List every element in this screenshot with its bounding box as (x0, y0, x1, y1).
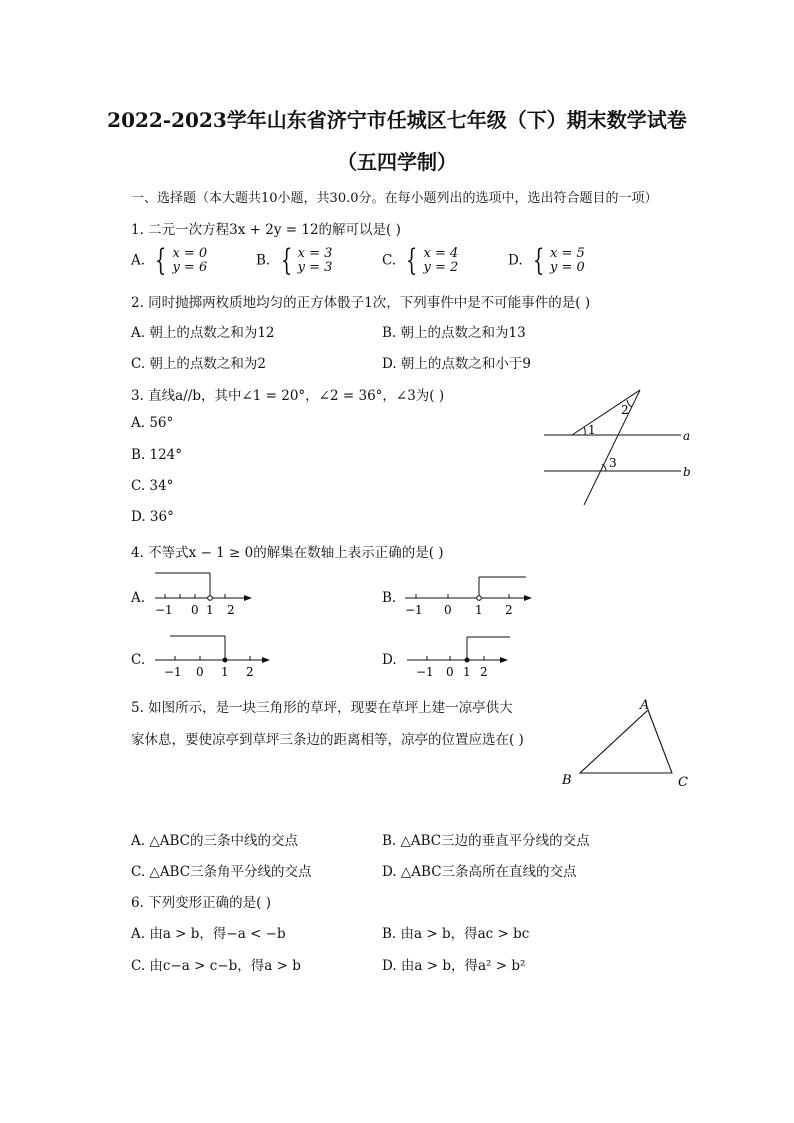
q3-option-a[interactable]: A. 56° (131, 415, 174, 431)
angle-2-label: 2 (621, 403, 629, 417)
svg-text:−1: −1 (416, 665, 434, 679)
question-3-stem: 3. 直线a//b，其中∠1 = 20°，∠2 = 36°，∠3为( ) (131, 388, 445, 404)
open-dot-icon (477, 596, 482, 601)
q3-option-d[interactable]: D. 36° (131, 509, 174, 525)
solid-dot-icon (223, 658, 228, 663)
slant-line (572, 390, 640, 435)
section-header: 一、选择题（本大题共10小题，共30.0分。在每小题列出的选项中，选出符合题目的一项） (131, 191, 658, 206)
svg-text:−1: −1 (405, 603, 423, 617)
arrow-icon (262, 657, 270, 663)
svg-text:0: 0 (196, 665, 204, 679)
q4-option-d-numberline (402, 630, 517, 680)
brace-icon: { (532, 243, 545, 278)
q4-option-c-numberline (150, 630, 280, 680)
arrow-icon (244, 595, 252, 601)
q3-option-b[interactable]: B. 124° (131, 447, 183, 463)
angle-1-label: 1 (588, 423, 596, 437)
svg-text:−1: −1 (155, 603, 173, 617)
question-2-stem: 2. 同时抛掷两枚质地均匀的正方体骰子1次，下列事件中是不可能事件的是( ) (131, 295, 591, 311)
q5-option-a[interactable]: A. △ABC的三条中线的交点 (131, 833, 298, 849)
svg-text:1: 1 (206, 603, 214, 617)
q2-option-d[interactable]: D. 朝上的点数之和小于9 (382, 356, 532, 372)
q5-option-c[interactable]: C. △ABC三条角平分线的交点 (131, 864, 312, 880)
svg-text:−1: −1 (164, 665, 182, 679)
line-b-label: b (683, 465, 691, 479)
q6-option-a[interactable]: A. 由a > b，得−a < −b (131, 926, 286, 942)
q4-option-a-numberline (150, 568, 260, 618)
arrow-icon (524, 595, 532, 601)
parallel-lines-figure (536, 385, 706, 510)
question-5-stem-line2: 家休息，要使凉亭到草坪三条边的距离相等，凉亭的位置应选在( ) (131, 732, 524, 748)
question-6-stem: 6. 下列变形正确的是( ) (131, 895, 271, 911)
brace-icon: { (155, 243, 167, 278)
svg-text:2: 2 (505, 603, 513, 617)
angle-3-label: 3 (609, 456, 617, 470)
q4-option-b-numberline (400, 568, 540, 618)
q4-option-b-label[interactable]: B. (382, 590, 397, 606)
line-a-label: a (683, 429, 691, 443)
q4-option-d-label[interactable]: D. (382, 652, 397, 668)
brace-icon: { (280, 243, 292, 278)
open-dot-icon (208, 596, 213, 601)
arrow-icon (500, 657, 508, 663)
q4-option-a-label[interactable]: A. (131, 590, 146, 606)
page-title: 2022-2023学年山东省济宁市任城区七年级（下）期末数学试卷 (107, 108, 687, 132)
svg-text:0: 0 (191, 603, 199, 617)
svg-text:1: 1 (221, 665, 229, 679)
q6-option-d[interactable]: D. 由a > b，得a² > b² (382, 958, 526, 974)
triangle-figure (556, 695, 696, 795)
page-subtitle: （五四学制） (337, 150, 457, 174)
vertex-b-label: B (562, 773, 572, 788)
q6-option-c[interactable]: C. 由c−a > c−b，得a > b (131, 958, 301, 974)
q5-option-d[interactable]: D. △ABC三条高所在直线的交点 (382, 864, 577, 880)
q1-option-d[interactable]: D. { x = 5 y = 0 (508, 243, 585, 278)
question-4-stem: 4. 不等式x − 1 ≥ 0的解集在数轴上表示正确的是( ) (131, 545, 444, 561)
svg-text:0: 0 (444, 603, 452, 617)
q6-option-b[interactable]: B. 由a > b，得ac > bc (382, 926, 530, 942)
brace-icon: { (406, 243, 418, 278)
svg-text:2: 2 (246, 665, 254, 679)
q3-option-c[interactable]: C. 34° (131, 478, 174, 494)
q5-option-b[interactable]: B. △ABC三边的垂直平分线的交点 (382, 833, 590, 849)
vertex-a-label: A (640, 698, 650, 713)
svg-text:0: 0 (446, 665, 454, 679)
svg-text:1: 1 (463, 665, 471, 679)
q4-option-c-label[interactable]: C. (131, 652, 146, 668)
svg-text:2: 2 (227, 603, 235, 617)
question-5-stem-line1: 5. 如图所示，是一块三角形的草坪，现要在草坪上建一凉亭供大 (131, 700, 513, 716)
vertex-c-label: C (678, 775, 688, 790)
solid-dot-icon (465, 658, 470, 663)
svg-text:2: 2 (480, 665, 488, 679)
q1-option-c[interactable]: C. { x = 4 y = 2 (382, 243, 459, 278)
svg-text:1: 1 (475, 603, 483, 617)
angle-1-arc (584, 427, 585, 435)
q2-option-a[interactable]: A. 朝上的点数之和为12 (131, 325, 275, 341)
q2-option-b[interactable]: B. 朝上的点数之和为13 (382, 325, 526, 341)
q2-option-c[interactable]: C. 朝上的点数之和为2 (131, 356, 267, 372)
q1-option-a[interactable]: A. { x = 0 y = 6 (131, 243, 208, 278)
triangle-abc (580, 710, 672, 773)
q1-option-b[interactable]: B. { x = 3 y = 3 (256, 243, 333, 278)
question-1-stem: 1. 二元一次方程3x + 2y = 12的解可以是( ) (131, 222, 401, 238)
